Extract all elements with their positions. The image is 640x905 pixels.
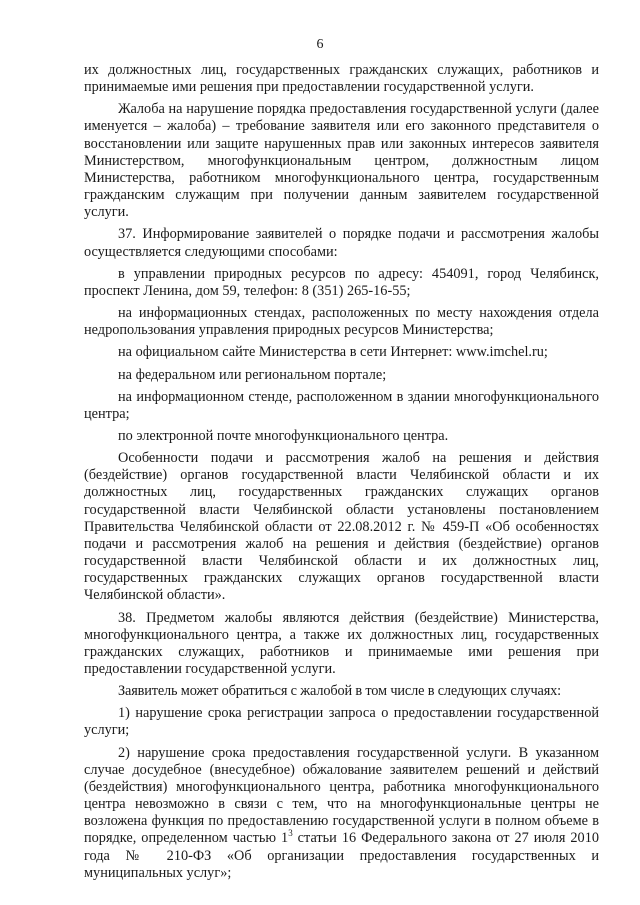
superscript: 3 (288, 828, 293, 839)
list-item-text: 2) нарушение срока предоставления государственной услуги. В указанном случае досудебное (внесудебное) обжалование заявителем решений и действий (бездействия) многофункционального центра, работника многофункционального центра невозможно в связи с тем, что на многофункциональные центры не возложена функция по предоставлению государственной услуги в полном объеме в порядке, определенном частью 1 (84, 744, 599, 847)
paragraph: Особенности подачи и рассмотрения жалоб на решения и действия (бездействие) органов государственной власти Челябинской области и их должностных лиц, государственных гражданских служащих органов государственной власти Челябинской области установлены постановлением Правительства Челябинской области от 22.08.2012 г. № 459-П «Об особенностях подачи и рассмотрения жалоб на решения и действия (бездействие) органов государственной власти Челябинской области и их должностных лиц, государственных гражданских служащих органов государственной власти Челябинской области». (84, 450, 599, 604)
list-item: в управлении природных ресурсов по адресу: 454091, город Челябинск, проспект Ленина, дом 59, телефон: 8 (351) 265-16-55; (84, 265, 599, 299)
paragraph: Заявитель может обратиться с жалобой в том числе в следующих случаях: (118, 683, 561, 700)
document-body (84, 62, 599, 887)
paragraph: их должностных лиц, государственных гражданских служащих, работников и принимаемые ими решения при предоставлении государственной услуги. (84, 62, 599, 96)
list-item: на федеральном или региональном портале; (118, 366, 387, 383)
paragraph: Жалоба на нарушение порядка предоставления государственной услуги (далее именуется – жалоба) – требование заявителя или его законного представителя о восстановлении или защите нарушенных прав или законных интересов заявителя Министерством, многофункциональным центром, должностным лицом Министерства, работником многофункционального центра, государственным гражданским служащим при получении данным заявителем государственной услуги. (84, 101, 599, 221)
paragraph: 37. Информирование заявителей о порядке подачи и рассмотрения жалобы осуществляется следующими способами: (84, 226, 599, 260)
list-item-text: статьи 16 Федерального закона от 27 июля 2010 года № 210-ФЗ «Об организации предоставления государственных и муниципальных услуг»; (84, 830, 599, 881)
list-item: на информационных стендах, расположенных по месту нахождения отдела недропользования управления природных ресурсов Министерства; (84, 305, 599, 339)
list-item: на официальном сайте Министерства в сети Интернет: www.imchel.ru; (118, 344, 548, 361)
paragraph: 38. Предметом жалобы являются действия (бездействие) Министерства, многофункционального центра, а также их должностных лиц, государственных гражданских служащих, работников и принимаемые ими решения при предоставлении государственной услуги. (84, 609, 599, 677)
list-item: на информационном стенде, расположенном в здании многофункционального центра; (84, 388, 599, 422)
list-item: по электронной почте многофункционального центра. (118, 427, 449, 444)
list-item (84, 745, 599, 882)
page-number: 6 (316, 37, 324, 52)
list-item: 1) нарушение срока регистрации запроса о предоставлении государственной услуги; (84, 705, 599, 739)
